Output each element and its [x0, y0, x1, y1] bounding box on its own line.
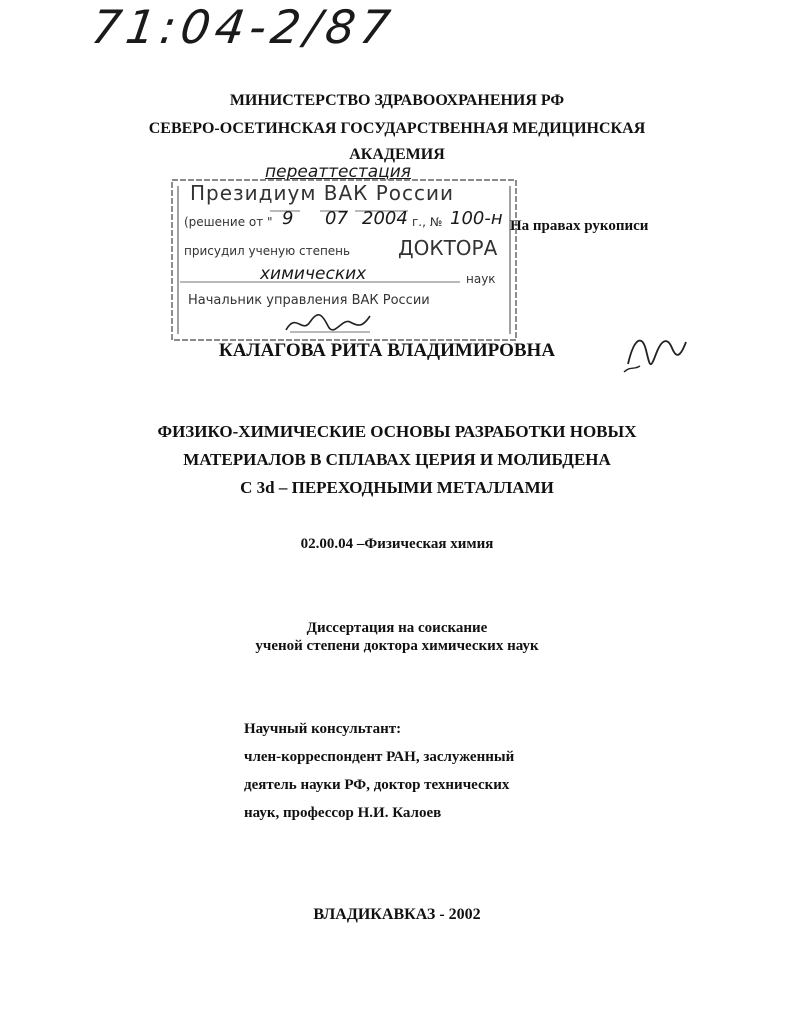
stamp-degree: ДОКТОРА	[398, 236, 498, 260]
stamp-decision-mid: г., №	[412, 215, 443, 229]
stamp-awarded-text: присудил ученую степень	[184, 244, 351, 258]
stamp-decision-day: 9	[282, 208, 294, 229]
dissertation-line-2: ученой степени доктора химических наук	[255, 638, 539, 654]
stamp-signature-scribble	[282, 308, 372, 336]
city-year: ВЛАДИКАВКАЗ - 2002	[313, 906, 481, 923]
stamp-decision-prefix: (решение от "	[184, 215, 273, 229]
consultant-line-2: деятель науки РФ, доктор технических	[244, 777, 510, 793]
author-signature-scribble	[620, 330, 690, 376]
consultant-line-1: член-корреспондент РАН, заслуженный	[244, 749, 515, 765]
consultant-label: Научный консультант:	[244, 721, 402, 737]
vak-stamp	[170, 162, 518, 342]
academy-heading-line1: СЕВЕРО-ОСЕТИНСКАЯ ГОСУДАРСТВЕННАЯ МЕДИЦИНСКАЯ	[148, 120, 646, 137]
author-name: КАЛАГОВА РИТА ВЛАДИМИРОВНА	[218, 340, 556, 361]
stamp-head-label: Начальник управления ВАК России	[188, 293, 430, 308]
academy-heading-line2: АКАДЕМИЯ	[349, 146, 445, 163]
stamp-science-suffix: наук	[466, 272, 496, 286]
stamp-decision-year: 2004	[362, 208, 408, 229]
specialty: 02.00.04 –Физическая химия	[300, 536, 494, 552]
stamp-decision-month: 07	[325, 208, 348, 229]
title-line-2: МАТЕРИАЛОВ В СПЛАВАХ ЦЕРИЯ И МОЛИБДЕНА	[183, 450, 611, 469]
stamp-decision-number: 100-н	[450, 208, 503, 229]
title-line-3: С 3d – ПЕРЕХОДНЫМИ МЕТАЛЛАМИ	[240, 478, 554, 497]
stamp-handwritten-note: переаттестация	[265, 162, 412, 182]
stamp-signature	[282, 308, 372, 336]
dissertation-line-1: Диссертация на соискание	[306, 620, 488, 636]
title-line-1: ФИЗИКО-ХИМИЧЕСКИЕ ОСНОВЫ РАЗРАБОТКИ НОВЫХ	[157, 422, 637, 441]
stamp-science-handwritten: химических	[260, 264, 367, 284]
rights-label: На правах рукописи	[510, 218, 649, 234]
stamp-title: Президиум ВАК России	[190, 181, 455, 205]
archive-number: 71:04-2/87	[88, 0, 399, 54]
author-signature	[620, 330, 690, 376]
ministry-heading: МИНИСТЕРСТВО ЗДРАВООХРАНЕНИЯ РФ	[229, 92, 565, 109]
consultant-line-3: наук, профессор Н.И. Калоев	[244, 805, 442, 821]
